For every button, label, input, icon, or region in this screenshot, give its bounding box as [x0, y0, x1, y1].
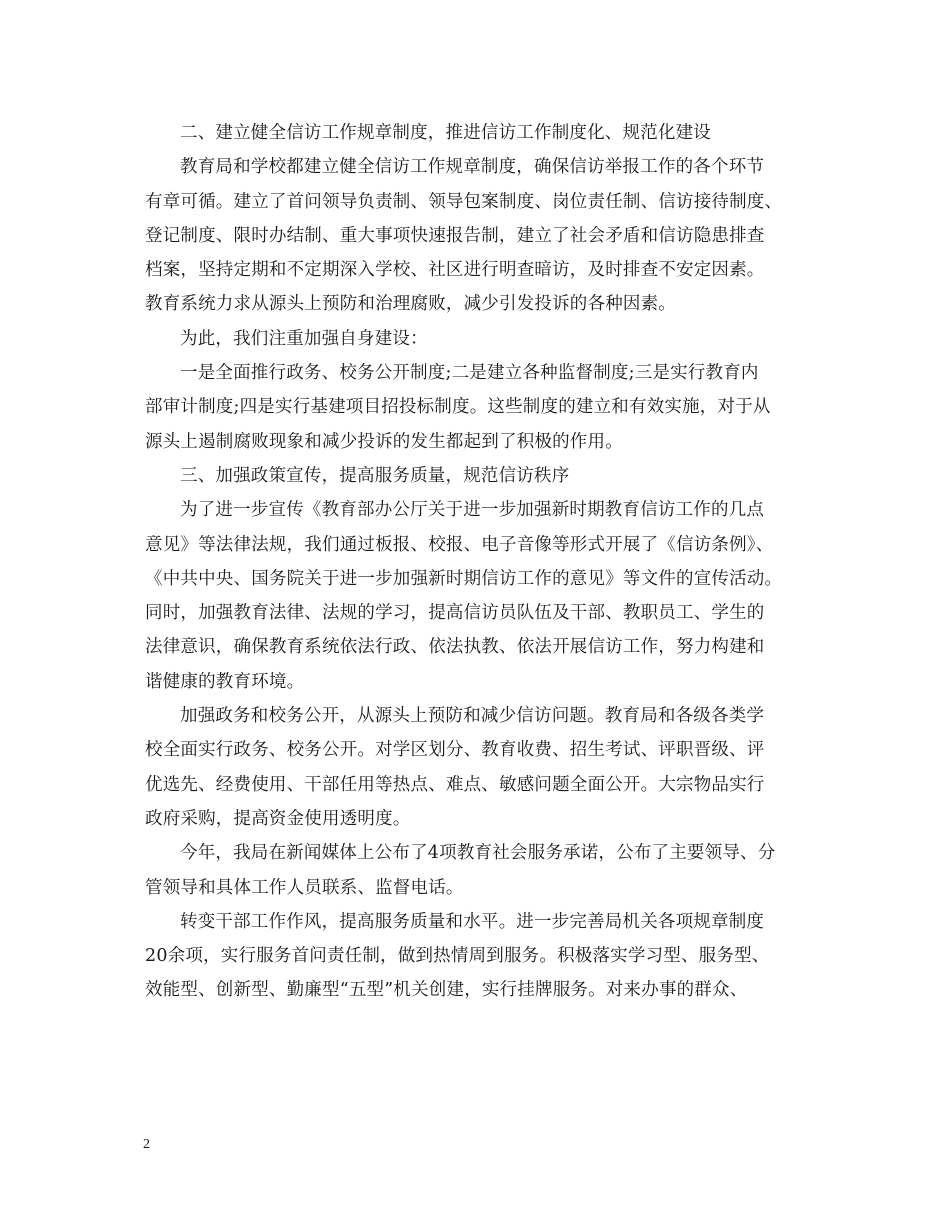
paragraph-line: 档案，坚持定期和不定期深入学校、社区进行明查暗访，及时排查不安定因素。	[145, 260, 765, 281]
paragraph-line: 一是全面推行政务、校务公开制度;二是建立各种监督制度;三是实行教育内	[180, 363, 759, 384]
paragraph-line: 加强政务和校务公开，从源头上预防和减少信访问题。教育局和各级各类学	[180, 706, 765, 727]
paragraph-line: 教育系统力求从源头上预防和治理腐败，减少引发投诉的各种因素。	[145, 294, 676, 315]
paragraph-line: 有章可循。建立了首问领导负责制、领导包案制度、岗位责任制、信访接待制度、	[145, 191, 783, 212]
paragraph-line: 转变干部工作作风，提高服务质量和水平。进一步完善局机关各项规章制度	[180, 911, 765, 932]
paragraph-line: 效能型、创新型、勤廉型“五型”机关创建，实行挂牌服务。对来办事的群众、	[145, 980, 748, 1001]
paragraph-line: 今年，我局在新闻媒体上公布了4项教育社会服务承诺，公布了主要领导、分	[180, 843, 776, 864]
paragraph-line: 20余项，实行服务首问责任制，做到热情周到服务。积极落实学习型、服务型、	[145, 946, 770, 967]
paragraph-line: 为了进一步宣传《教育部办公厅关于进一步加强新时期教育信访工作的几点	[180, 500, 765, 521]
paragraph-line: 源头上遏制腐败现象和减少投诉的发生都起到了积极的作用。	[145, 431, 623, 452]
paragraph-line: 为此，我们注重加强自身建设：	[180, 328, 428, 349]
paragraph-line: 登记制度、限时办结制、重大事项快速报告制，建立了社会矛盾和信访隐患排查	[145, 225, 765, 246]
paragraph-line: 优选先、经费使用、干部任用等热点、难点、敏感问题全面公开。大宗物品实行	[145, 774, 765, 795]
section-heading-2: 二、建立健全信访工作规章制度，推进信访工作制度化、规范化建设	[180, 123, 711, 143]
paragraph-line: 管领导和具体工作人员联系、监督电话。	[145, 877, 464, 898]
paragraph-line: 同时，加强教育法律、法规的学习，提高信访员队伍及干部、教职员工、学生的	[145, 603, 765, 624]
paragraph-line: 部审计制度;四是实行基建项目招投标制度。这些制度的建立和有效实施，对于从	[145, 397, 771, 418]
paragraph-line: 《中共中央、国务院关于进一步加强新时期信访工作的意见》等文件的宣传活动。	[145, 568, 783, 589]
paragraph-line: 意见》等法律法规，我们通过板报、校报、电子音像等形式开展了《信访条例》、	[145, 534, 774, 555]
paragraph-line: 校全面实行政务、校务公开。对学区划分、教育收费、招生考试、评职晋级、评	[145, 740, 765, 761]
paragraph-line: 谐健康的教育环境。	[145, 671, 305, 692]
document-body	[145, 116, 810, 1008]
page-number: 2	[143, 1137, 150, 1152]
paragraph-line: 教育局和学校都建立健全信访工作规章制度，确保信访举报工作的各个环节	[180, 157, 765, 178]
paragraph-line: 法律意识，确保教育系统依法行政、依法执教、依法开展信访工作，努力构建和	[145, 637, 765, 658]
paragraph-line: 政府采购，提高资金使用透明度。	[145, 808, 411, 829]
section-heading-3: 三、加强政策宣传，提高服务质量，规范信访秩序	[180, 465, 570, 486]
